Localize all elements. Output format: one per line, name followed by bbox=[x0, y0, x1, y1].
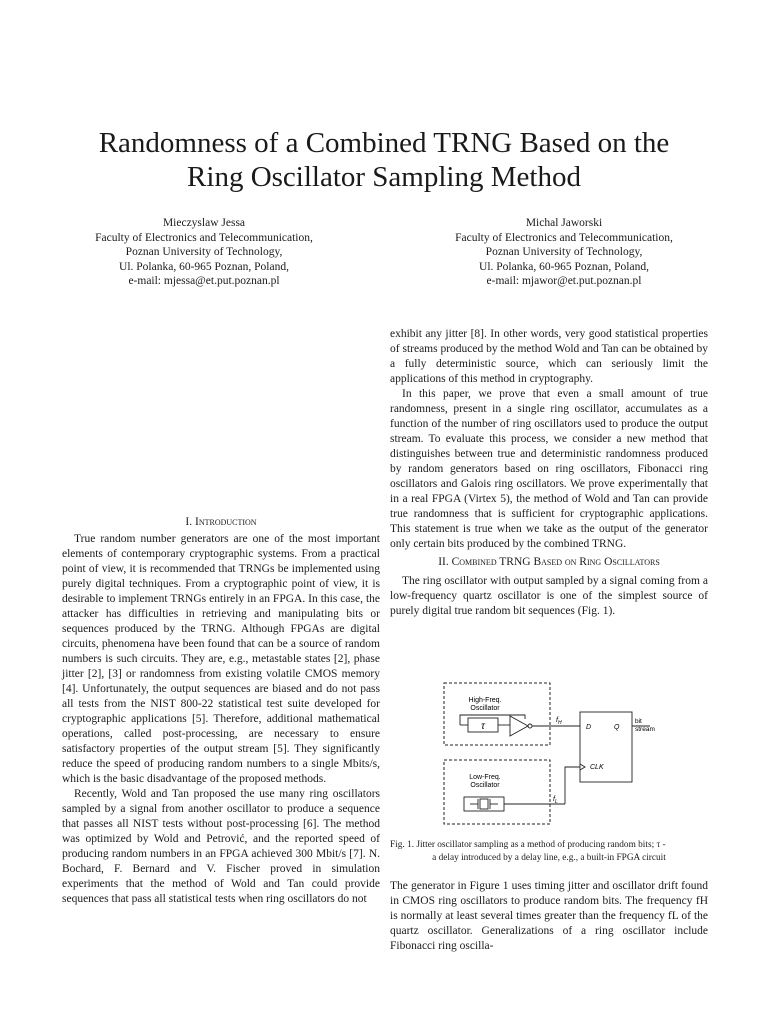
left-column bbox=[62, 515, 380, 907]
stream-label: stream bbox=[635, 726, 655, 733]
figure-1-diagram bbox=[440, 680, 690, 830]
author-name: Mieczyslaw Jessa bbox=[162, 217, 246, 229]
d-input-label: D bbox=[586, 724, 592, 731]
author-block-1 bbox=[34, 216, 374, 289]
high-freq-oscillator-box bbox=[444, 683, 550, 745]
q-output-label: Q bbox=[614, 724, 620, 731]
body-paragraph-4: The generator in Figure 1 uses timing jitter and oscillator drift found in CMOS ring oscillators to produce random bits. The frequency fH is normally at least several times greater than the frequency fL of the quartz oscillator. Generalizations of a ring oscillator include Fibonacci ring oscilla- bbox=[390, 880, 708, 952]
author-address: Ul. Polanka, 60-965 Poznan, Poland, bbox=[479, 260, 649, 273]
author-block-2 bbox=[394, 216, 734, 289]
author-email: e-mail: mjessa@et.put.poznan.pl bbox=[128, 275, 280, 287]
body-paragraph-3: The ring oscillator with output sampled by a signal coming from a low-frequency quartz oscillator is one of the simplest source of purely digital true random bit sequences (Fig. 1). bbox=[390, 575, 708, 617]
title-line-2: Ring Oscillator Sampling Method bbox=[187, 161, 581, 193]
section-1-heading: I. Introduction bbox=[185, 516, 257, 528]
author-department: Faculty of Electronics and Telecommunication, bbox=[455, 231, 673, 244]
fl-label: $f_L$ bbox=[553, 796, 558, 805]
author-email: e-mail: mjawor@et.put.poznan.pl bbox=[486, 275, 642, 287]
author-name: Michal Jaworski bbox=[525, 217, 603, 229]
fh-label: $f_H$ bbox=[556, 717, 562, 726]
author-address: Ul. Polanka, 60-965 Poznan, Poland, bbox=[119, 260, 289, 273]
right-column bbox=[390, 327, 708, 619]
bit-label: bit bbox=[635, 718, 642, 725]
intro-paragraph-2: Recently, Wold and Tan proposed the use many ring oscillators sampled by a signal from another oscillator to produce a sequence that passes all NIST tests without post-processing [6]. The method was optimized by Wold and Petrović, and the reported speed of producing random numbers in an FPGA achieved 300 Mbit/s [7]. N. Bochard, F. Bernard and V. Fischer proved in simulation experiments that the method of Wold and Tan could provide sequences that pass all statistical tests when ring oscillators do not bbox=[62, 788, 380, 905]
figure-1-caption bbox=[390, 839, 708, 864]
high-freq-label-1: High-Freq. bbox=[468, 697, 502, 704]
right-column-lower bbox=[390, 879, 708, 954]
caption-line-2: a delay introduced by a delay line, e.g., a built-in FPGA circuit bbox=[432, 852, 666, 863]
low-freq-oscillator-box bbox=[444, 760, 550, 824]
title-line-1: Randomness of a Combined TRNG Based on the bbox=[98, 127, 670, 159]
intro-paragraph-1: True random number generators are one of the most important elements of contemporary cryptographic systems. From a practical point of view, it is recommended that TRNGs be implemented using purely digital techniques. From a cryptographic point of view, it is desirable to implement TRNGs entirely in an FPGA. In this case, the attacker has difficulties in retrieving and manipulating bits or sequences produced by the TRNG. Although FPGAs are digital circuits, phenomena have been found that can be a source of random numbers is such circuits. They are, e.g., metastable states [2], phase jitter [2], [3] or randomness from existing volatile CMOS memory [4]. Unfortunately, the output sequences are biased and do not pass all tests from the NIST 800-22 statistical test suite developed for cryptographic applications [5]. Therefore, additional mathematical operations, called post-processing, are necessary to ensure satisfactory properties of the output stream [5]. They significantly reduce the speed of producing random numbers to a single Mbits/s, which is the basic disadvantage of the proposed methods. bbox=[62, 533, 380, 785]
high-freq-label-2: Oscillator bbox=[470, 705, 500, 712]
author-department: Faculty of Electronics and Telecommunication, bbox=[95, 231, 313, 244]
low-freq-label-2: Oscillator bbox=[470, 782, 500, 789]
paper-title bbox=[40, 126, 728, 194]
body-paragraph-2: In this paper, we prove that even a small amount of true randomness, present in a single ring oscillator, accumulates as a function of the number of ring oscillators used to produce the output stream. To evaluate this process, we consider a new method that distinguishes between true and deterministic randomness produced by random generators based on ring oscillators, Fibonacci ring oscillators and Galois ring oscillators. We prove experimentally that in a real FPGA (Virtex 5), the method of Wold and Tan can provide true randomness that is sufficient for cryptographic applications. This statement is true when we take as the output of the generator only certain bits produced by the combined TRNG. bbox=[390, 388, 708, 550]
author-university: Poznan University of Technology, bbox=[485, 246, 643, 258]
body-paragraph-1: exhibit any jitter [8]. In other words, very good statistical properties of streams produced by the method Wold and Tan can be obtained by a fully deterministic source, which can seriously limit the applications of this method in cryptography. bbox=[390, 328, 708, 385]
feedback-wire bbox=[460, 715, 525, 725]
tau-symbol: τ bbox=[481, 721, 485, 732]
d-flip-flop bbox=[580, 712, 632, 782]
author-university: Poznan University of Technology, bbox=[125, 246, 283, 258]
low-freq-label-1: Low-Freq. bbox=[469, 774, 501, 781]
clk-input-label: CLK bbox=[590, 764, 604, 771]
section-2-heading: II. Combined TRNG Based on Ring Oscillators bbox=[438, 556, 660, 568]
caption-line-1: Fig. 1. Jitter oscillator sampling as a method of producing random bits; τ - bbox=[390, 840, 666, 850]
